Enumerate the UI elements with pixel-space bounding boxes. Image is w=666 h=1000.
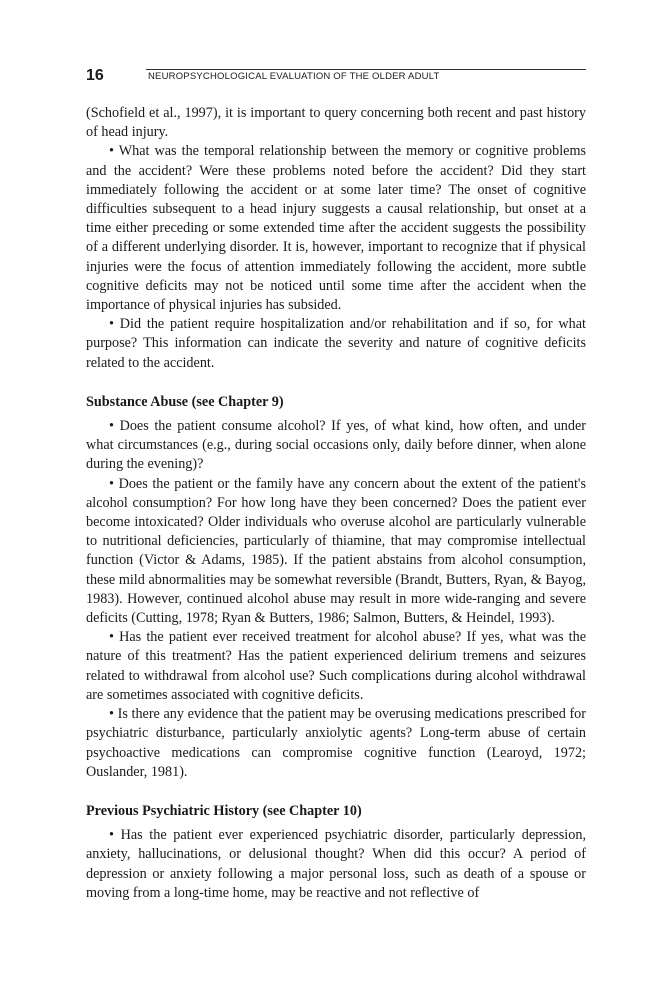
page-number: 16 [86,67,104,84]
section-heading-psychiatric-history: Previous Psychiatric History (see Chapter 10) [86,802,362,819]
header-rule [146,69,586,70]
paragraph: (Schofield et al., 1997), it is important to query concerning both recent and past history of head injury. [86,105,586,141]
bullet-paragraph: • What was the temporal relationship between the memory or cognitive problems and the accident? Were these problems noted before the accident? Did they start immediately following the accident or at some later time? The onset of cognitive difficulties subsequent to a head injury suggests a causal relationship, but onset at a time either preceding or some extended time after the accident suggests the possibility of a different underlying disorder. It is, however, important to recognize that if physical injuries were the focus of attention immediately following the accident, more subtle cognitive deficits may not be noticed until some time after the accident when the importance of physical injuries has subsided. [86,143,586,314]
running-head: NEUROPSYCHOLOGICAL EVALUATION OF THE OLDER ADULT [148,71,440,82]
bullet-paragraph: • Is there any evidence that the patient may be overusing medications prescribed for psychiatric disturbance, particularly anxiolytic agents? Long-term abuse of certain psychoactive medications can compromise cognitive function (Learoyd, 1972; Ouslander, 1981). [86,706,586,780]
section-heading-substance-abuse: Substance Abuse (see Chapter 9) [86,393,284,410]
page-header [86,66,586,90]
bullet-paragraph: • Has the patient ever experienced psychiatric disorder, particularly depression, anxiety, hallucinations, or delusional thought? When did this occur? A period of depression or anxiety following a major personal loss, such as death of a spouse or moving from a long-time home, may be reactive and not reflective of [86,827,586,901]
bullet-paragraph: • Does the patient or the family have any concern about the extent of the patient's alcohol consumption? For how long have they been concerned? Does the patient ever become intoxicated? Older individuals who overuse alcohol are particularly vulnerable to nutritional deficiencies, particularly of thiamine, that may compromise intellectual function (Victor & Adams, 1985). If the patient abstains from alcohol consumption, these mild abnormalities may be somewhat reversible (Brandt, Butters, Ryan, & Bayog, 1983). However, continued alcohol abuse may result in more wide-ranging and severe deficits (Cutting, 1978; Ryan & Butters, 1986; Salmon, Butters, & Heindel, 1993). [86,475,586,627]
bullet-paragraph: • Did the patient require hospitalization and/or rehabilitation and if so, for what purpose? This information can indicate the severity and nature of cognitive deficits related to the accident. [86,316,586,371]
bullet-paragraph: • Has the patient ever received treatment for alcohol abuse? If yes, what was the nature of this treatment? Has the patient experienced delirium tremens and seizures related to withdrawal from alcohol use? Such complications during alcohol withdrawal are sometimes associated with cognitive deficits. [86,629,586,703]
bullet-paragraph: • Does the patient consume alcohol? If yes, of what kind, how often, and under what circumstances (e.g., during social occasions only, daily before dinner, when alone during the evening)? [86,418,586,473]
body-text [86,104,586,903]
